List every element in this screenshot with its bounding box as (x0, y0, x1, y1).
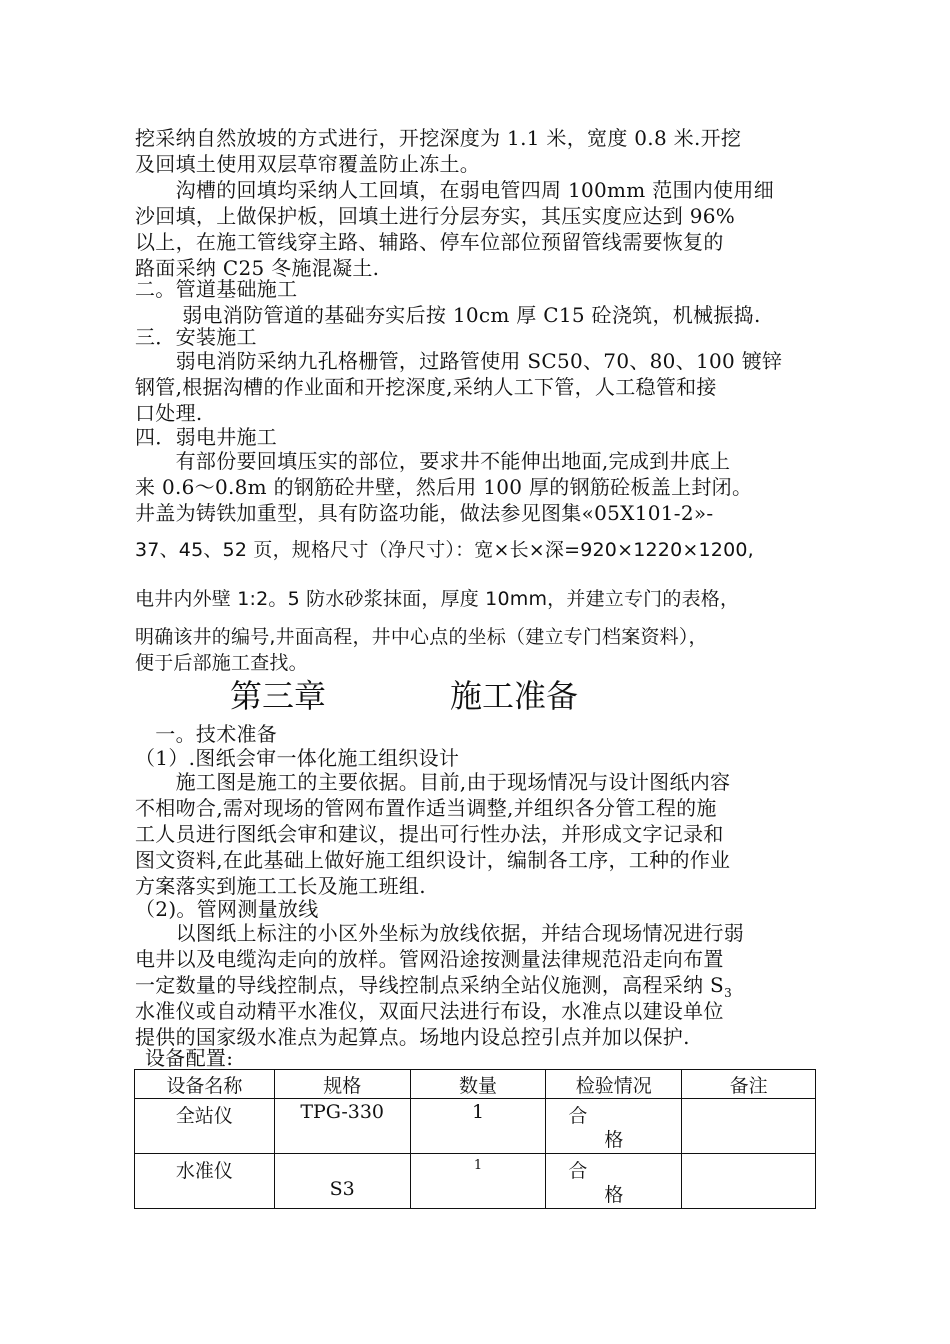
chapter-number: 第三章 (230, 677, 327, 715)
table-cell (410, 1154, 546, 1209)
paragraph-line: 挖采纳自然放坡的方式进行，开挖深度为 1.1 米，宽度 0.8 米.开挖 (135, 126, 742, 150)
paragraph-line: 电井内外壁 1:2。5 防水砂浆抹面，厚度 10mm，并建立专门的表格， (135, 588, 740, 610)
device-name: 水准仪 (175, 1160, 233, 1182)
paragraph-line: 37、45、52 页，规格尺寸（净尺寸）：宽×长×深=920×1220×1200, (135, 539, 754, 561)
sub-heading: （2)。管网测量放线 (135, 897, 319, 921)
paragraph-line: 提供的国家级水准点为起算点。场地内设总控引点并加以保护. (135, 1025, 690, 1049)
paragraph-line: 口处理. (135, 401, 203, 425)
paragraph-line: 水准仪或自动精平水准仪，双面尺法进行布设，水准点以建设单位 (135, 999, 724, 1023)
chapter-title: 施工准备 (450, 677, 579, 715)
paragraph-line: 井盖为铸铁加重型，具有防盗功能，做法参见图集«05X101-2»- (135, 501, 714, 525)
sub-heading: （1）.图纸会审一体化施工组织设计 (135, 746, 460, 770)
check-status-part2: 格 (604, 1129, 624, 1151)
check-status-part2: 格 (604, 1184, 624, 1206)
device-spec: S3 (329, 1178, 355, 1200)
check-status-part1: 合 (568, 1105, 588, 1127)
paragraph-line: 电井以及电缆沟走向的放样。管网沿途按测量法律规范沿走向布置 (135, 947, 724, 971)
table-cell (546, 1154, 682, 1209)
table-caption: 设备配置: (145, 1046, 234, 1070)
paragraph-text: 一定数量的导线控制点，导线控制点采纳全站仪施测，高程采纳 S (135, 973, 725, 997)
header-cell: 检验情况 (546, 1070, 682, 1099)
paragraph-line: 施工图是施工的主要依据。目前,由于现场情况与设计图纸内容 (135, 770, 731, 794)
paragraph-line: 方案落实到施工工长及施工班组. (135, 874, 426, 898)
device-spec: TPG-330 (300, 1101, 385, 1123)
table-cell (274, 1154, 410, 1209)
paragraph-line: 工人员进行图纸会审和建议，提出可行性办法，并形成文字记录和 (135, 822, 724, 846)
paragraph-line: 便于后部施工查找。 (135, 652, 308, 674)
table-cell (135, 1099, 275, 1154)
table-cell (135, 1154, 275, 1209)
device-quantity: 1 (473, 1158, 483, 1173)
paragraph-line: 路面采纳 C25 冬施混凝土. (135, 256, 380, 280)
table-cell (274, 1099, 410, 1154)
paragraph-line: 及回填土使用双层草帘覆盖防止冻土。 (135, 152, 481, 176)
table-cell (682, 1099, 816, 1154)
paragraph-line: 明确该井的编号,井面高程，井中心点的坐标（建立专门档案资料）， (135, 626, 708, 648)
subscript: 3 (724, 986, 732, 1000)
header-cell: 数量 (410, 1070, 546, 1099)
table-row (135, 1099, 816, 1154)
paragraph-line: 沟槽的回填均采纳人工回填，在弱电管四周 100mm 范围内使用细 (135, 178, 775, 202)
header-cell: 备注 (682, 1070, 816, 1099)
table-cell (410, 1099, 546, 1154)
paragraph-line: 以图纸上标注的小区外坐标为放线依据，并结合现场情况进行弱 (135, 921, 744, 945)
check-status-part1: 合 (568, 1160, 588, 1182)
header-cell: 规格 (274, 1070, 410, 1099)
paragraph-line: 不相吻合,需对现场的管网布置作适当调整,并组织各分管工程的施 (135, 796, 717, 820)
paragraph-line: 钢管,根据沟槽的作业面和开挖深度,采纳人工下管，人工稳管和接 (135, 375, 717, 399)
device-name: 全站仪 (175, 1105, 233, 1127)
table-cell (546, 1099, 682, 1154)
section-heading: 二。管道基础施工 (135, 277, 298, 301)
paragraph-line: 有部份要回填压实的部位，要求井不能伸出地面,完成到井底上 (135, 449, 731, 473)
paragraph-line: 弱电消防采纳九孔格栅管，过路管使用 SC50、70、80、100 镀锌 (135, 349, 783, 373)
paragraph-line: 来 0.6～0.8m 的钢筋砼井壁，然后用 100 厚的钢筋砼板盖上封闭。 (135, 475, 753, 499)
paragraph-line: 弱电消防管道的基础夯实后按 10cm 厚 C15 砼浇筑，机械振捣. (135, 303, 761, 327)
paragraph-line: 图文资料,在此基础上做好施工组织设计，编制各工序，工种的作业 (135, 848, 731, 872)
paragraph-line: 以上，在施工管线穿主路、辅路、停车位部位预留管线需要恢复的 (135, 230, 724, 254)
paragraph-line: 沙回填，上做保护板，回填土进行分层夯实，其压实度应达到 96% (135, 204, 736, 228)
section-heading: 三．安装施工 (135, 325, 257, 349)
equipment-table (134, 1069, 816, 1209)
section-heading: 四．弱电井施工 (135, 425, 278, 449)
table-row (135, 1154, 816, 1209)
section-heading: 一。技术准备 (135, 722, 278, 746)
device-quantity: 1 (471, 1101, 485, 1123)
table-cell (682, 1154, 816, 1209)
header-cell: 设备名称 (135, 1070, 275, 1099)
table-header-row (135, 1070, 816, 1099)
